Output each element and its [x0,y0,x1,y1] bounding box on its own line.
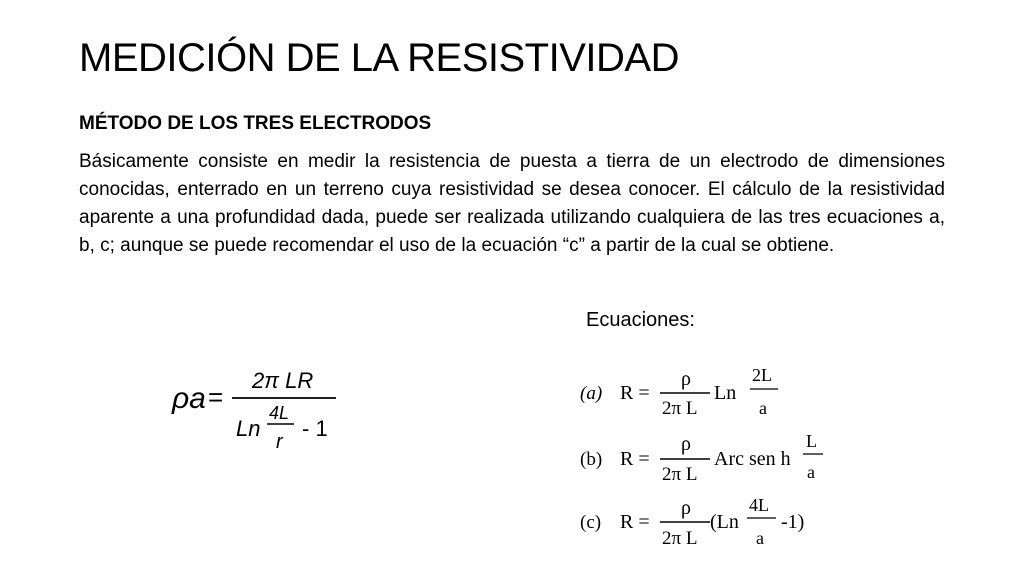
equation-a-numerator: ρ [681,368,691,390]
body-paragraph: Básicamente consiste en medir la resistencia de puesta a tierra de un electrodo de dimensiones conocidas, enterrado en un terreno cuya resistividad se desea conocer. El cálculo de la resistividad aparente a una profundidad dada, puede ser realizada utilizando cualquiera de las tres ecuaciones a, b, c; aunque se puede recomendar el uso de la ecuación “c” a partir de la cual se obtiene. [79,151,945,256]
section-subtitle: MÉTODO DE LOS TRES ELECTRODOS [79,113,432,134]
equation-c-lhs: R = [620,511,650,533]
equation-a-lhs: R = [620,382,650,404]
formula-inner-denominator: r [276,431,283,453]
equation-a [580,365,778,419]
equation-b-numerator: ρ [681,433,691,455]
equation-a-frac-numerator: 2L [752,365,772,385]
equation-c-label: (c) [580,512,602,533]
formula-numerator: 2π LR [252,368,314,393]
equations-figure [572,300,847,566]
equations-image [572,300,847,566]
equation-b-frac-denominator: a [807,462,815,482]
equation-b-lhs: R = [620,448,650,470]
equation-b-label: (b) [580,449,603,470]
equation-c-tail: -1) [781,511,805,533]
resistivity-formula [166,360,346,464]
equation-c-denominator: 2π L [662,528,698,549]
equation-a-label: (a) [580,383,603,404]
slide-title: MEDICIÓN DE LA RESISTIVIDAD [79,36,679,80]
equation-c-function: (Ln [710,511,739,533]
equation-c [580,495,804,549]
equation-c-frac-denominator: a [756,528,764,548]
formula-lhs: ρa [172,382,206,415]
equations-heading: Ecuaciones: [586,309,695,331]
formula-inner-numerator: 4L [269,403,290,423]
resistivity-formula-image [166,360,346,464]
formula-equals: = [208,382,224,412]
equation-b-function: Arc sen h [714,448,791,470]
equation-a-denominator: 2π L [662,398,698,419]
equation-c-numerator: ρ [681,497,691,519]
equation-b [580,431,823,485]
equation-c-frac-numerator: 4L [749,495,769,515]
formula-minus-one: - 1 [302,416,328,441]
equation-b-denominator: 2π L [662,464,698,485]
equation-a-frac-denominator: a [759,398,767,418]
equation-b-frac-numerator: L [806,431,817,451]
equation-a-function: Ln [714,382,737,404]
formula-ln: Ln [236,416,261,441]
